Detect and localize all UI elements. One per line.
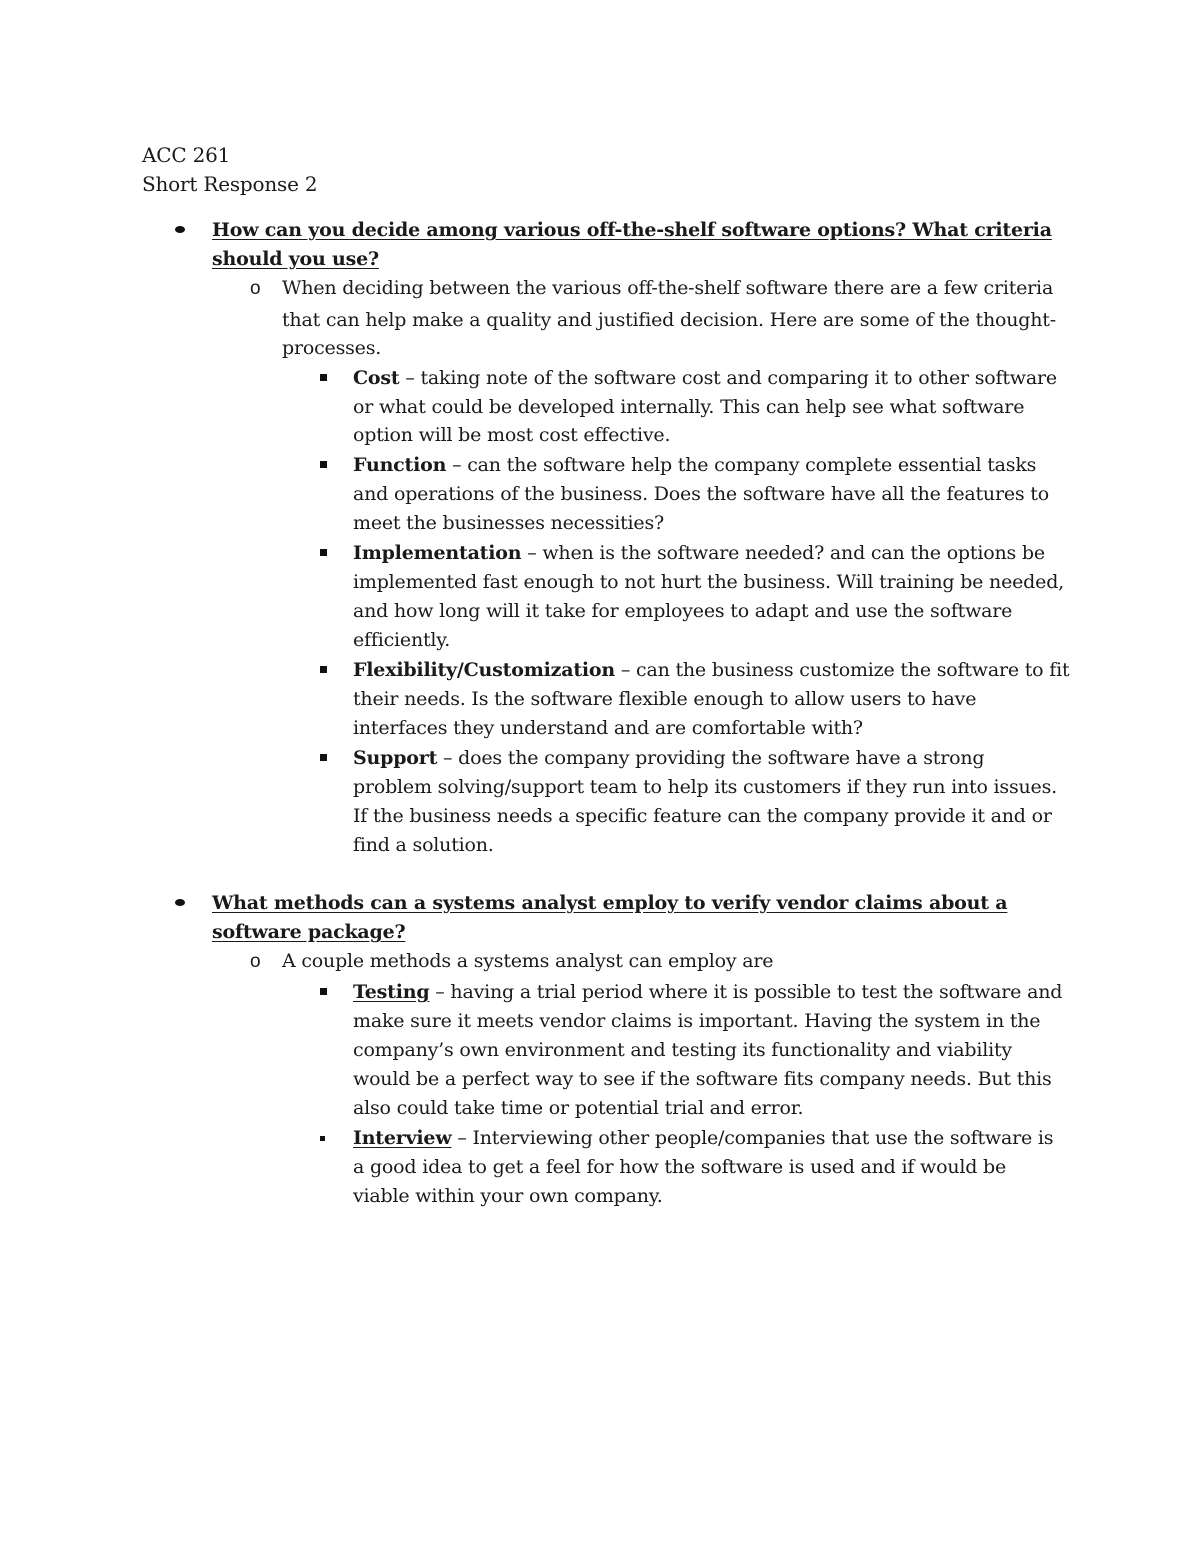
criterion-implementation-line-1 [353, 539, 1045, 568]
method-term: Interview [353, 1127, 452, 1149]
criterion-bullet-icon [320, 1136, 325, 1141]
criterion-support-line-3: If the business needs a specific feature can the company provide it and or [353, 805, 1052, 827]
criterion-bullet-icon [320, 988, 327, 995]
criterion-implementation-line-4: efficiently. [353, 629, 451, 651]
method-testing-line-4: would be a perfect way to see if the software fits company needs. But this [353, 1068, 1052, 1090]
criterion-term: Flexibility/Customization [353, 659, 616, 681]
assignment-title: Short Response 2 [142, 172, 318, 196]
question-bullet-icon [175, 226, 185, 233]
criterion-function-line-3: meet the businesses necessities? [353, 512, 665, 534]
question-2-line-2: software package? [212, 921, 406, 943]
question-1-line-1: How can you decide among various off-the-shelf software options? What criteria [212, 219, 1052, 241]
method-term: Testing [353, 981, 430, 1003]
criterion-term: Function [353, 454, 447, 476]
answer-2-line-1: A couple methods a systems analyst can employ are [282, 950, 774, 972]
criterion-function-line-1 [353, 451, 1036, 480]
answer-1-line-2: that can help make a quality and justified decision. Here are some of the thought- [282, 309, 1056, 331]
course-code: ACC 261 [142, 143, 231, 167]
criterion-support-line-2: problem solving/support team to help its customers if they run into issues. [353, 776, 1057, 798]
method-testing-line-1 [353, 978, 1062, 1007]
method-text: – Interviewing other people/companies that use the software is [457, 1127, 1054, 1149]
method-text: – having a trial period where it is possible to test the software and [435, 981, 1063, 1003]
criterion-flexibility-line-1 [353, 656, 1069, 685]
criterion-term: Cost [353, 367, 400, 389]
criterion-implementation-line-3: and how long will it take for employees to adapt and use the software [353, 600, 1013, 622]
criterion-term: Implementation [353, 542, 522, 564]
criterion-cost-line-2: or what could be developed internally. This can help see what software [353, 396, 1025, 418]
question-bullet-icon [175, 899, 185, 906]
method-interview-line-3: viable within your own company. [353, 1185, 663, 1207]
criterion-term: Support [353, 747, 438, 769]
criterion-text: – does the company providing the software have a strong [443, 747, 985, 769]
criterion-bullet-icon [320, 666, 327, 673]
criterion-bullet-icon [320, 754, 327, 761]
criterion-cost-line-1 [353, 364, 1057, 393]
criterion-bullet-icon [320, 374, 327, 381]
criterion-flexibility-line-3: interfaces they understand and are comfortable with? [353, 717, 863, 739]
criterion-support-line-1 [353, 744, 984, 773]
answer-1-line-1: When deciding between the various off-the-shelf software there are a few criteria [282, 277, 1054, 299]
method-testing-line-5: also could take time or potential trial and error. [353, 1097, 804, 1119]
answer-1-line-3: processes. [282, 337, 382, 359]
method-interview-line-1 [353, 1124, 1053, 1153]
criterion-text: – taking note of the software cost and comparing it to other software [405, 367, 1057, 389]
criterion-bullet-icon [320, 549, 327, 556]
method-testing-line-2: make sure it meets vendor claims is important. Having the system in the [353, 1010, 1041, 1032]
criterion-text: – can the software help the company complete essential tasks [452, 454, 1037, 476]
criterion-text: – when is the software needed? and can the options be [527, 542, 1045, 564]
criterion-function-line-2: and operations of the business. Does the software have all the features to [353, 483, 1049, 505]
method-interview-line-2: a good idea to get a feel for how the software is used and if would be [353, 1156, 1007, 1178]
method-testing-line-3: company’s own environment and testing its functionality and viability [353, 1039, 1012, 1061]
question-2-line-1: What methods can a systems analyst employ to verify vendor claims about a [212, 892, 1008, 914]
criterion-implementation-line-2: implemented fast enough to not hurt the business. Will training be needed, [353, 571, 1064, 593]
criterion-flexibility-line-2: their needs. Is the software flexible enough to allow users to have [353, 688, 977, 710]
answer-bullet-icon: o [250, 951, 261, 972]
question-1-line-2: should you use? [212, 248, 379, 270]
criterion-cost-line-3: option will be most cost effective. [353, 424, 671, 446]
criterion-bullet-icon [320, 461, 327, 468]
criterion-support-line-4: find a solution. [353, 834, 494, 856]
answer-bullet-icon: o [250, 278, 261, 299]
criterion-text: – can the business customize the software to fit [620, 659, 1070, 681]
